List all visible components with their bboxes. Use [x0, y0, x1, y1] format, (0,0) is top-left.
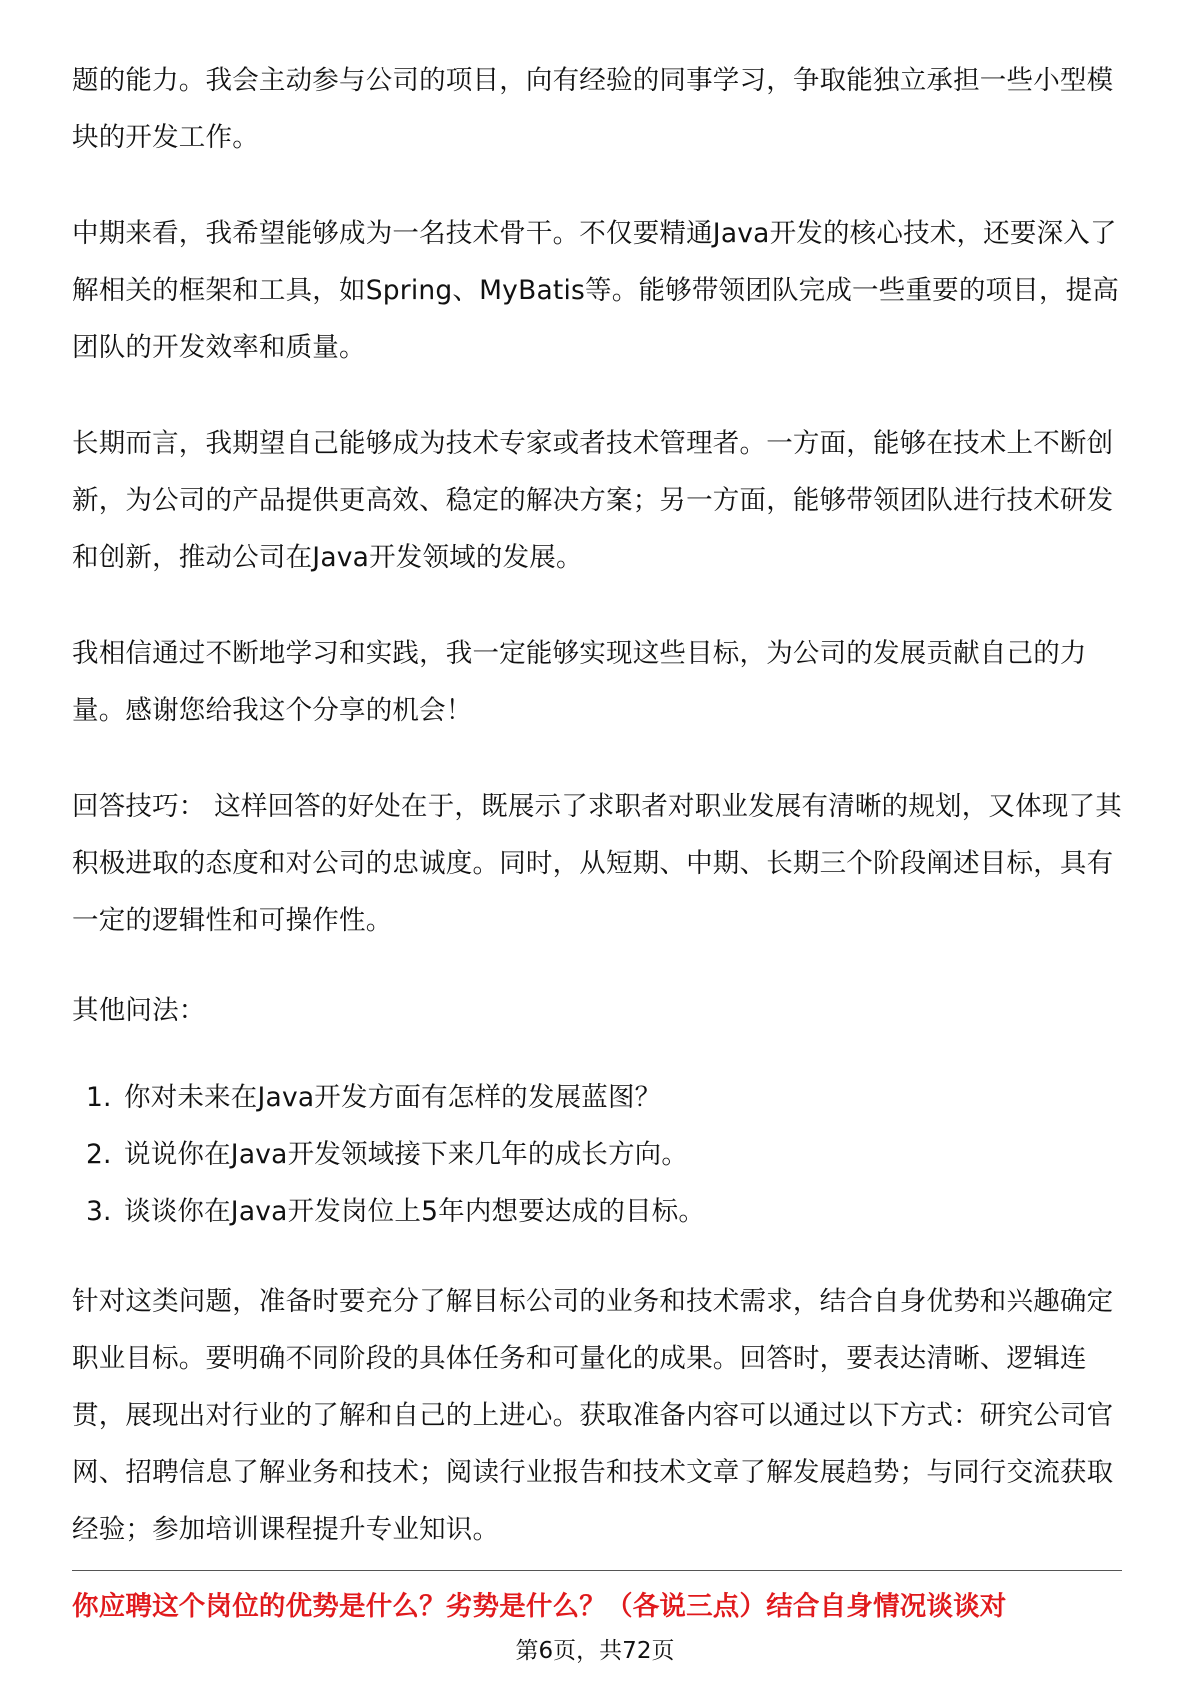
paragraph-short-term-continued: 题的能力。我会主动参与公司的项目，向有经验的同事学习，争取能独立承担一些小型模块的开发工作。 [72, 65, 1114, 153]
page-content [72, 52, 1122, 1558]
next-question-heading: 你应聘这个岗位的优势是什么？劣势是什么？（各说三点）结合自身情况谈谈对 [72, 1591, 1007, 1622]
list-item: 1. 你对未来在Java开发方面有怎样的发展蓝图？ [86, 1082, 662, 1113]
paragraph-answer-tips: 回答技巧： 这样回答的好处在于，既展示了求职者对职业发展有清晰的规划，又体现了其积极进取的态度和对公司的忠诚度。同时，从短期、中期、长期三个阶段阐述目标，具有一定的逻辑性和可操作性。 [72, 791, 1122, 936]
list-item: 3. 谈谈你在Java开发岗位上5年内想要达成的目标。 [86, 1196, 706, 1227]
other-questions-list [72, 1069, 1122, 1240]
paragraph-mid-term: 中期来看，我希望能够成为一名技术骨干。不仅要精通Java开发的核心技术，还要深入了解相关的框架和工具，如Spring、MyBatis等。能够带领团队完成一些重要的项目，提高团队的开发效率和质量。 [72, 218, 1120, 363]
paragraph-long-term: 长期而言，我期望自己能够成为技术专家或者技术管理者。一方面，能够在技术上不断创新，为公司的产品提供更高效、稳定的解决方案；另一方面，能够带领团队进行技术研发和创新，推动公司在Java开发领域的发展。 [72, 428, 1114, 573]
section-divider [72, 1570, 1122, 1571]
list-item: 2. 说说你在Java开发领域接下来几年的成长方向。 [86, 1139, 689, 1170]
paragraph-other-questions-label: 其他问法： [72, 995, 206, 1026]
paragraph-preparation-advice: 针对这类问题，准备时要充分了解目标公司的业务和技术需求，结合自身优势和兴趣确定职业目标。要明确不同阶段的具体任务和可量化的成果。回答时，要表达清晰、逻辑连贯，展现出对行业的了解和自己的上进心。获取准备内容可以通过以下方式：研究公司官网、招聘信息了解业务和技术；阅读行业报告和技术文章了解发展趋势；与同行交流获取经验；参加培训课程提升专业知识。 [72, 1286, 1114, 1545]
paragraph-closing: 我相信通过不断地学习和实践，我一定能够实现这些目标，为公司的发展贡献自己的力量。感谢您给我这个分享的机会！ [72, 638, 1087, 726]
page-number: 第6页，共72页 [515, 1638, 675, 1664]
